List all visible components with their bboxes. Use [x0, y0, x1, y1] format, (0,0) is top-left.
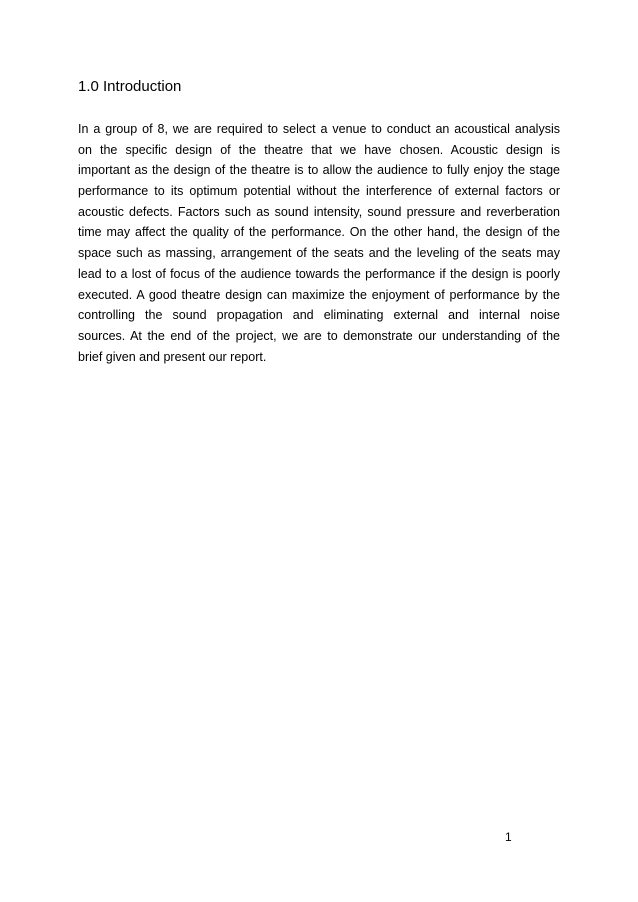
paragraph-line: space such as massing, arrangement of the seats and the leveling of the seats may: [78, 246, 560, 261]
paragraph-line: controlling the sound propagation and eliminating external and internal noise: [78, 308, 560, 323]
paragraph-line: In a group of 8, we are required to select a venue to conduct an acoustical analysis: [78, 122, 560, 136]
introduction-paragraph: [78, 119, 560, 367]
paragraph-line: brief given and present our report.: [78, 349, 267, 364]
paragraph-line: acoustic defects. Factors such as sound intensity, sound pressure and reverberation: [78, 204, 560, 219]
paragraph-line: on the specific design of the theatre that we have chosen. Acoustic design is: [78, 142, 560, 157]
paragraph-line: performance to its optimum potential without the interference of external factors or: [78, 184, 560, 199]
section-heading: 1.0 Introduction: [78, 78, 182, 95]
paragraph-line: time may affect the quality of the performance. On the other hand, the design of the: [78, 225, 560, 240]
page-number: 1: [505, 830, 512, 844]
paragraph-line: important as the design of the theatre is to allow the audience to fully enjoy the stage: [78, 163, 560, 178]
paragraph-line: sources. At the end of the project, we are to demonstrate our understanding of the: [78, 328, 560, 343]
paragraph-line: executed. A good theatre design can maximize the enjoyment of performance by the: [78, 287, 560, 302]
paragraph-line: lead to a lost of focus of the audience towards the performance if the design is poorly: [78, 266, 560, 281]
